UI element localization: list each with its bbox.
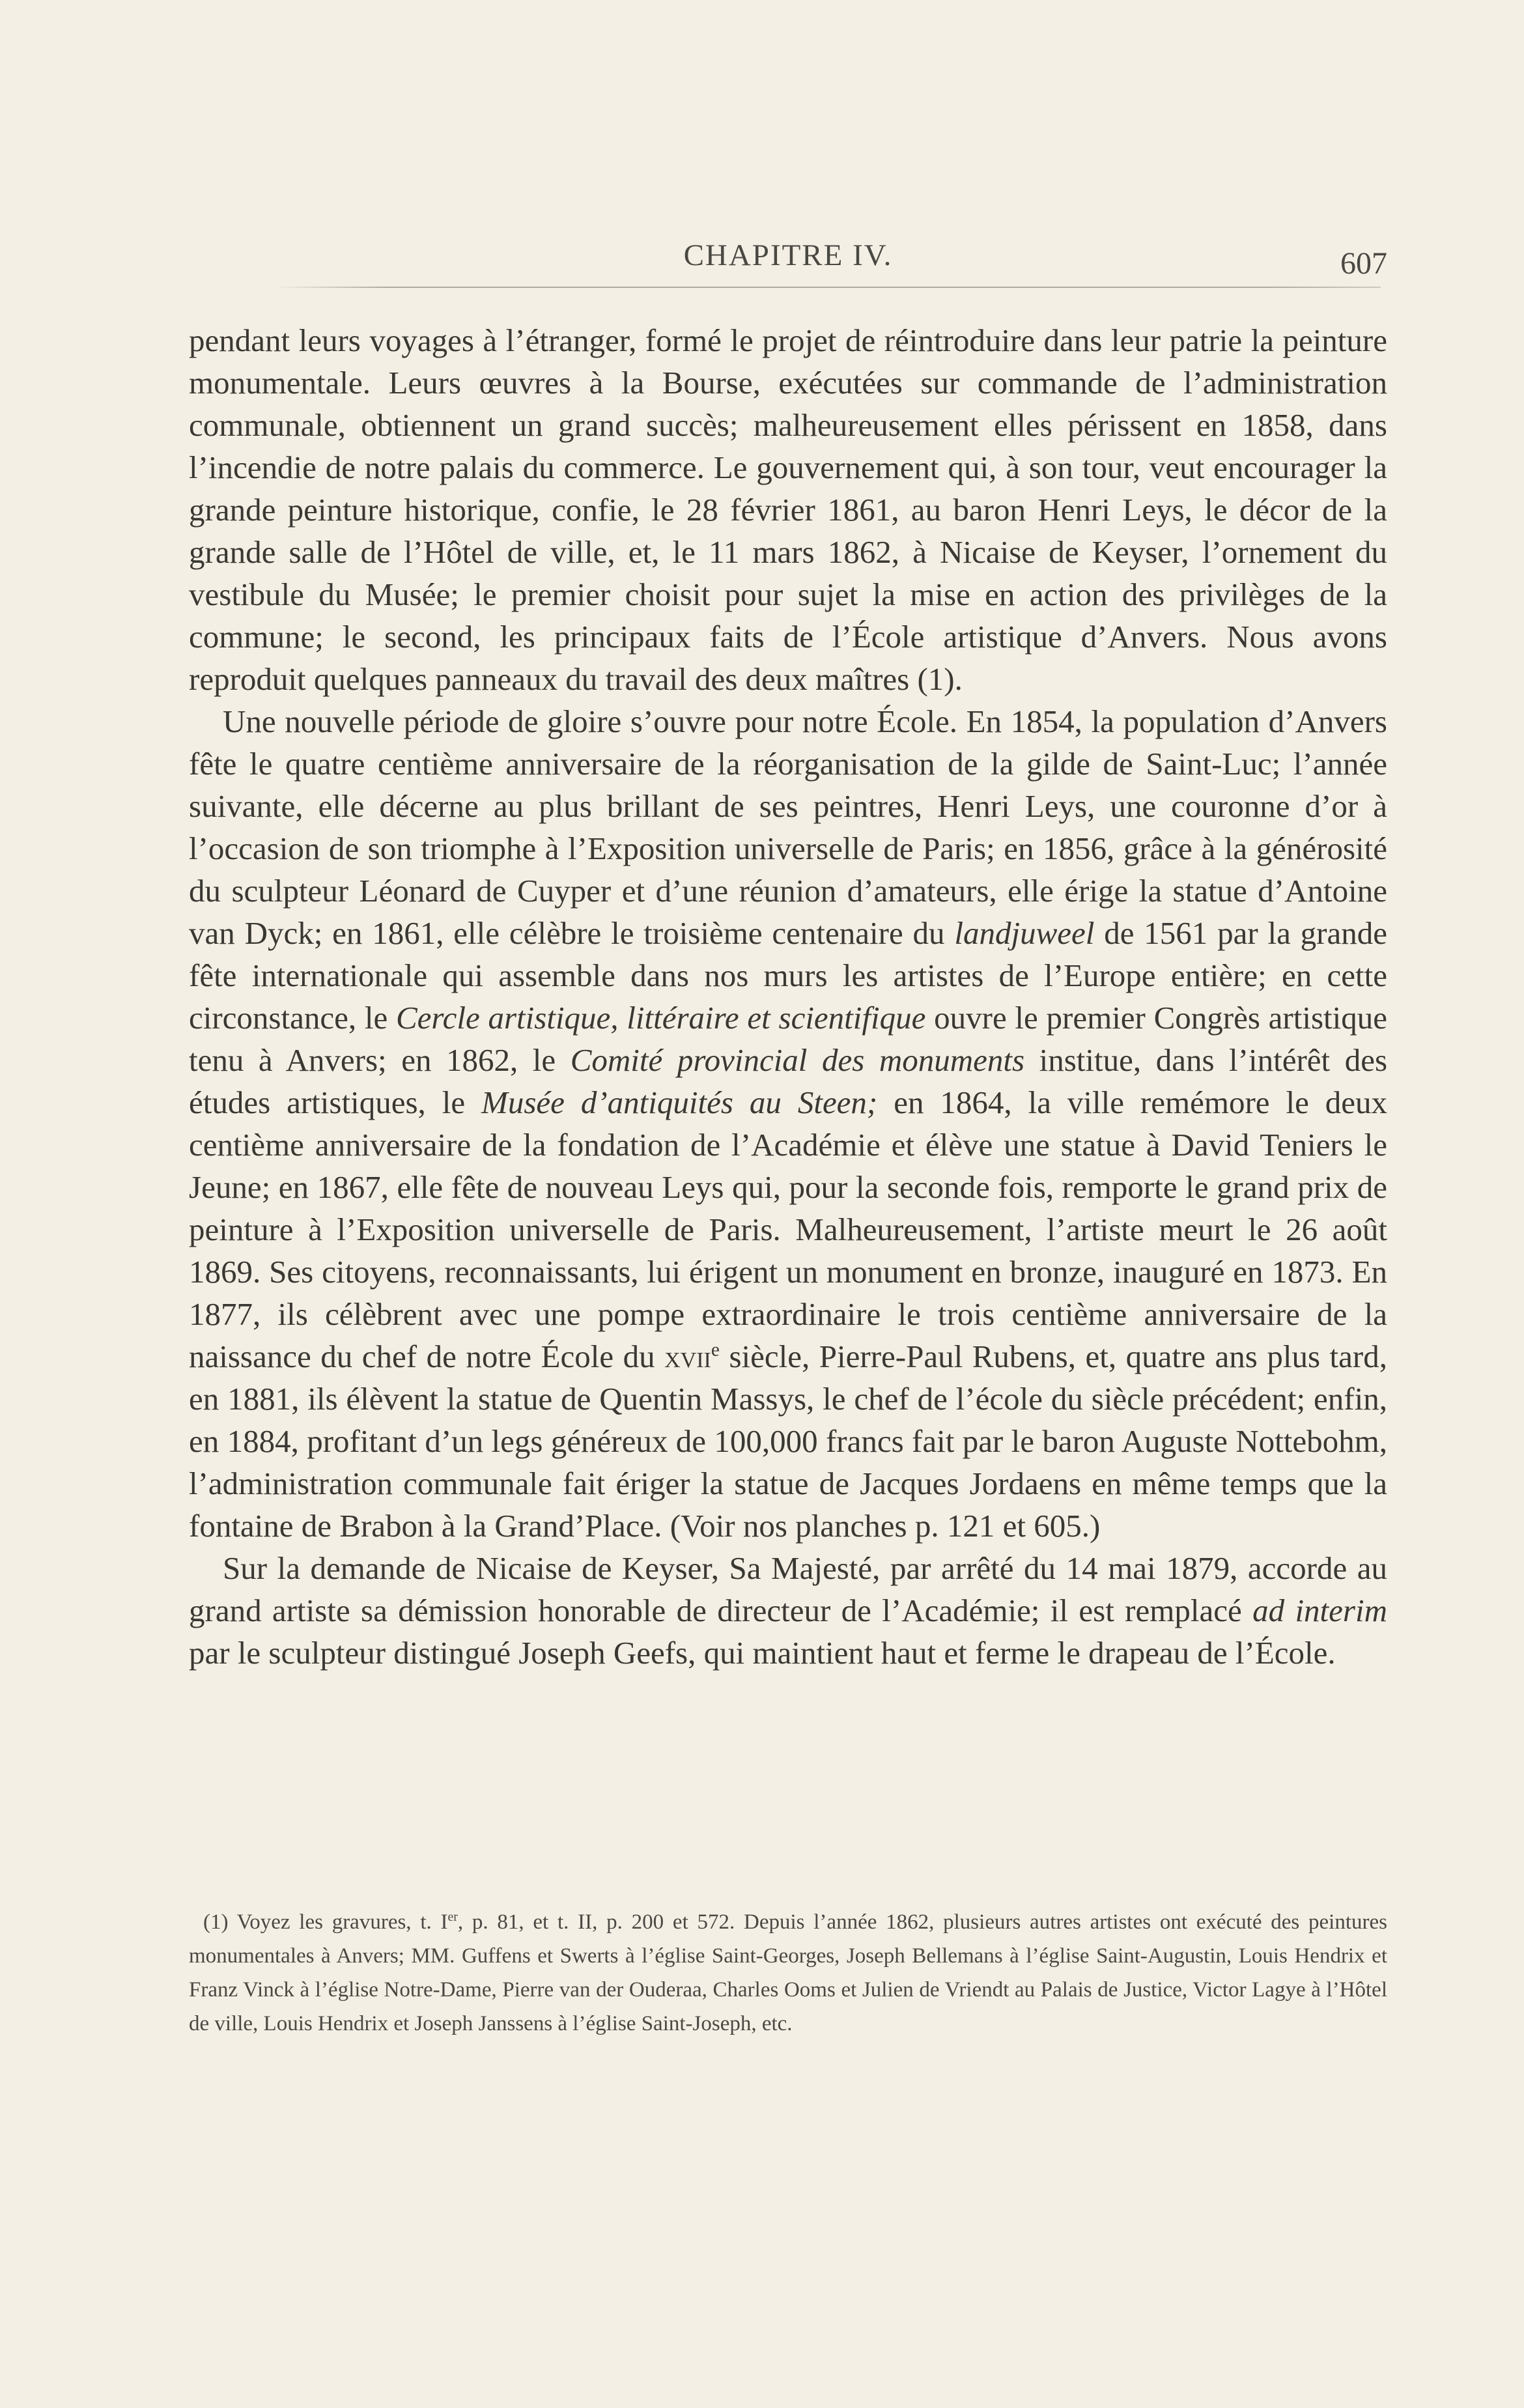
body-text [189,319,1387,1674]
footnote [189,1905,1387,2041]
paragraph [189,700,1387,1547]
text-run: pendant leurs voyages à l’étranger, formé le projet de réintroduire dans leur patrie la peinture monumentale. Leurs œuvres à la Bourse, exécutées sur commande de l’administration communale, obtiennent un grand succès; malheureusement elles périssent en 1858, dans l’incendie de notre palais du commerce. Le gouvernement qui, à son tour, veut encourager la grande peinture historique, confie, le 28 février 1861, au baron Henri Leys, le décor de la grande salle de l’Hôtel de ville, et, le 11 mars 1862, à Nicaise de Keyser, l’ornement du vestibule du Musée; le premier choisit pour sujet la mise en action des privilèges de la commune; le second, les principaux faits de l’École artistique d’Anvers. Nous avons reproduit quelques panneaux du travail des deux maîtres (1). [189,322,1387,697]
chapter-title: CHAPITRE IV. [683,238,893,272]
italic-text: landjuweel [954,915,1095,951]
superscript: er [447,1910,458,1924]
italic-text: Musée d’antiquités au Steen; [481,1084,878,1120]
italic-text: Comité provincial des monuments [570,1042,1025,1078]
italic-text: Cercle artistique, littéraire et scientifique [395,1000,926,1036]
text-run: en 1864, la ville remémore le deux centième anniversaire de la fondation de l’Académie et élève une statue à David Teniers le Jeune; en 1867, elle fête de nouveau Leys qui, pour la seconde fois, remporte le grand prix de peinture à l’Exposition universelle de Paris. Malheureusement, l’artiste meurt le 26 août 1869. Ses citoyens, reconnaissants, lui érigent un monument en bronze, inauguré en 1873. En 1877, ils célèbrent avec une pompe extraordinaire le trois centième anniversaire de la naissance du chef de notre École du [189,1084,1388,1374]
text-run: ouvre le premier Congrès artistique tenu à Anvers; en 1862, le [189,1000,1387,1078]
running-head [189,238,1387,283]
header-rule [274,287,1381,288]
paragraph [189,1547,1387,1674]
text-run: (1) Voyez les gravures, t. I [203,1910,448,1934]
text-run: par le sculpteur distingué Joseph Geefs, qui maintient haut et ferme le drapeau de l’École. [189,1635,1336,1671]
paragraph [189,319,1387,700]
text-run: siècle, Pierre-Paul Rubens, et, quatre ans plus tard, en 1881, ils élèvent la statue de Quentin Massys, le chef de l’école du siècle précédent; enfin, en 1884, profitant d’un legs généreux de 100,000 francs fait par le baron Auguste Nottebohm, l’administration communale fait ériger la statue de Jacques Jordaens en même temps que la fontaine de Brabon à la Grand’Place. (Voir nos planches p. 121 et 605.) [189,1339,1387,1544]
small-caps-text: xvii [664,1339,711,1374]
text-run: , p. 81, et t. II, p. 200 et 572. Depuis l’année 1862, plusieurs autres artistes ont exécuté des peintures monumentales à Anvers; MM. Guffens et Swerts à l’église Saint-Georges, Joseph Bellemans à l’église Saint-Augustin, Louis Hendrix et Franz Vinck à l’église Notre-Dame, Pierre van der Ouderaa, Charles Ooms et Julien de Vriendt au Palais de Justice, Victor Lagye à l’Hôtel de ville, Louis Hendrix et Joseph Janssens à l’église Saint-Joseph, etc. [189,1910,1388,2035]
text-run: de 1561 par la grande fête internationale qui assemble dans nos murs les artistes de l’Europe entière; en cette circonstance, le [189,915,1387,1036]
text-run: Sur la demande de Nicaise de Keyser, Sa Majesté, par arrêté du 14 mai 1879, accorde au grand artiste sa démission honorable de directeur de l’Académie; il est remplacé [189,1550,1387,1628]
italic-text: ad interim [1252,1593,1387,1628]
text-run: institue, dans l’intérêt des études artistiques, le [189,1042,1388,1120]
superscript: e [711,1339,720,1361]
footnotes [189,1905,1387,2041]
text-run: Une nouvelle période de gloire s’ouvre pour notre École. En 1854, la population d’Anvers fête le quatre centième anniversaire de la réorganisation de la gilde de Saint-Luc; l’année suivante, elle décerne au plus brillant de ses peintres, Henri Leys, une couronne d’or à l’occasion de son triomphe à l’Exposition universelle de Paris; en 1856, grâce à la générosité du sculpteur Léonard de Cuyper et d’une réunion d’amateurs, elle érige la statue d’Antoine van Dyck; en 1861, elle célèbre le troisième centenaire du [189,703,1387,951]
page-number: 607 [1340,246,1387,281]
